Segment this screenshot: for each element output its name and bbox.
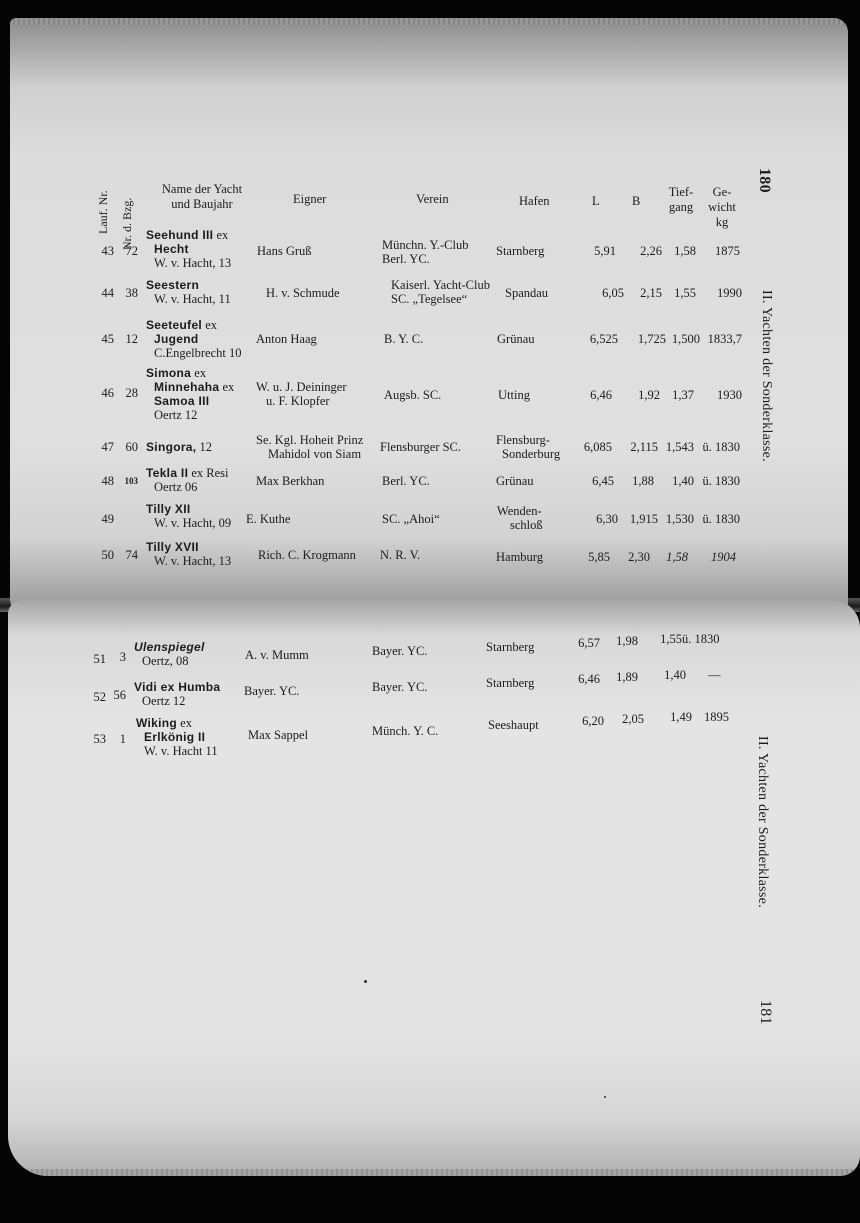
laenge: 6,085 [583,440,612,454]
section-title: II. Yachten der Sonderklasse. [759,290,774,462]
eigner: A. v. Mumm [245,648,309,662]
yacht-name: Vidi ex Humba Oertz 12 [134,680,221,708]
eigner: Se. Kgl. Hoheit Prinz Mahidol von Siam [256,433,364,461]
laenge: 6,05 [602,286,624,300]
bzg-nr: 60 [125,440,138,454]
yacht-name: Tekla II ex Resi Oertz 06 [146,466,229,494]
page-180 [10,18,848,610]
bzg-nr: 72 [125,244,138,258]
bzg-nr: 103 [124,476,138,486]
hafen: Wenden- schloß [496,504,543,532]
breite: 1,89 [616,670,638,684]
yacht-name: Wiking ex Erlkönig II W. v. Hacht 11 [136,716,218,758]
breite: 2,15 [640,286,662,300]
verein: N. R. V. [380,548,421,562]
gewicht: 1930 [717,388,742,402]
lauf-nr: 44 [101,286,114,300]
verein: Augsb. SC. [384,388,442,402]
hafen: Grünau [496,474,534,488]
gewicht: ü. 1830 [702,512,740,526]
header-l: L [592,194,600,208]
verein: Berl. YC. [382,474,430,488]
header-lauf-nr: Lauf. Nr. [96,190,110,234]
bzg-nr: 28 [125,386,138,400]
tiefgang: 1,49 [670,710,692,724]
eigner: Anton Haag [256,332,317,346]
tiefgang: 1,58 [674,244,696,258]
header-gewicht: Ge- wicht kg [708,185,736,229]
header-tiefgang: Tief- gang [668,185,694,214]
laenge: 6,45 [592,474,614,488]
gewicht: ü. 1830 [702,474,740,488]
header-hafen: Hafen [519,194,550,208]
yacht-name: Seehund III ex Hecht W. v. Hacht, 13 [146,228,232,270]
header-eigner: Eigner [293,192,327,206]
yacht-name: Seeteufel ex Jugend C.Engelbrecht 10 [146,318,242,360]
hafen: Starnberg [496,244,545,258]
hafen: Starnberg [486,676,535,690]
eigner: Bayer. YC. [244,684,300,698]
page-edge-top [10,18,848,25]
page-number: 181 [757,1000,774,1025]
hafen: Spandau [505,286,549,300]
header-name: Name der Yacht und Baujahr [161,182,243,211]
verein: Münch. Y. C. [372,724,439,738]
tiefgang: 1,55 [674,286,696,300]
header-b: B [632,194,641,208]
hafen: Grünau [497,332,535,346]
page-edge-bottom [8,1169,860,1176]
yacht-name: Tilly XVII W. v. Hacht, 13 [146,540,232,568]
bzg-nr: 12 [125,332,138,346]
verein: Bayer. YC. [372,644,428,658]
page-181 [8,600,860,1176]
laenge: 5,91 [594,244,616,258]
section-title: II. Yachten der Sonderklasse. [755,736,770,908]
eigner: E. Kuthe [246,512,291,526]
tiefgang: 1,58 [666,550,688,564]
tiefgang: 1,37 [672,388,694,402]
tiefgang: 1,55 [660,632,682,646]
lauf-nr: 46 [101,386,114,400]
breite: 1,88 [632,474,654,488]
laenge: 6,46 [590,388,612,402]
verein: Flensburger SC. [380,440,462,454]
breite: 1,725 [637,332,666,346]
hafen: Starnberg [486,640,535,654]
paper-speck [604,1096,606,1098]
bzg-nr: 3 [119,650,126,664]
yacht-name: Ulenspiegel Oertz, 08 [134,640,205,668]
verein: Bayer. YC. [372,680,428,694]
laenge: 6,57 [578,636,600,650]
lauf-nr: 47 [101,440,114,454]
hafen: Flensburg- Sonderburg [496,433,561,461]
gewicht: — [708,668,721,682]
gewicht: 1895 [704,710,729,724]
yacht-name: Simona ex Minnehaha ex Samoa III Oertz 12 [146,366,235,422]
lauf-nr: 43 [101,244,114,258]
laenge: 6,30 [596,512,618,526]
laenge: 6,525 [589,332,618,346]
hafen: Hamburg [496,550,543,564]
gewicht: 1833,7 [707,332,742,346]
verein: SC. „Ahoi“ [382,512,440,526]
bzg-nr: 38 [125,286,138,300]
eigner: Hans Gruß [257,244,312,258]
lauf-nr: 52 [93,690,106,704]
tiefgang: 1,40 [664,668,686,682]
breite: 2,05 [622,712,644,726]
yacht-name: Singora, 12 [146,440,213,454]
gewicht: 1875 [715,244,740,258]
hafen: Utting [498,388,530,402]
bzg-nr: 56 [113,688,126,702]
breite: 2,115 [630,440,658,454]
lauf-nr: 45 [101,332,114,346]
yacht-name: Seestern W. v. Hacht, 11 [146,278,231,306]
bzg-nr: 74 [125,548,138,562]
breite: 1,92 [638,388,660,402]
tiefgang: 1,530 [665,512,694,526]
tiefgang: 1,500 [671,332,700,346]
eigner: H. v. Schmude [266,286,340,300]
verein: Kaiserl. Yacht-Club SC. „Tegelsee“ [391,278,490,306]
lauf-nr: 53 [93,732,106,746]
laenge: 6,46 [578,672,600,686]
gewicht: ü. 1830 [702,440,740,454]
gewicht: ü. 1830 [682,632,720,646]
breite: 2,26 [640,244,662,258]
breite: 2,30 [628,550,650,564]
eigner: Rich. C. Krogmann [258,548,356,562]
breite: 1,915 [629,512,658,526]
eigner: Max Berkhan [256,474,325,488]
eigner: Max Sappel [248,728,309,742]
page-number: 180 [756,168,773,193]
lauf-nr: 51 [93,652,106,666]
tiefgang: 1,543 [665,440,694,454]
laenge: 5,85 [588,550,610,564]
breite: 1,98 [616,634,638,648]
paper-speck [364,980,367,983]
gewicht: 1904 [711,550,736,564]
eigner: W. u. J. Deininger u. F. Klopfer [256,380,347,408]
header-nr-bzg: Nr. d. Bzg. [120,197,134,250]
laenge: 6,20 [582,714,604,728]
lauf-nr: 48 [101,474,114,488]
hafen: Seeshaupt [488,718,539,732]
yacht-name: Tilly XII W. v. Hacht, 09 [146,502,232,530]
tiefgang: 1,40 [672,474,694,488]
verein: B. Y. C. [384,332,424,346]
verein: Münchn. Y.-Club Berl. YC. [382,238,469,266]
bzg-nr: 1 [119,732,126,746]
lauf-nr: 49 [101,512,114,526]
lauf-nr: 50 [101,548,114,562]
header-verein: Verein [416,192,449,206]
gewicht: 1990 [717,286,742,300]
